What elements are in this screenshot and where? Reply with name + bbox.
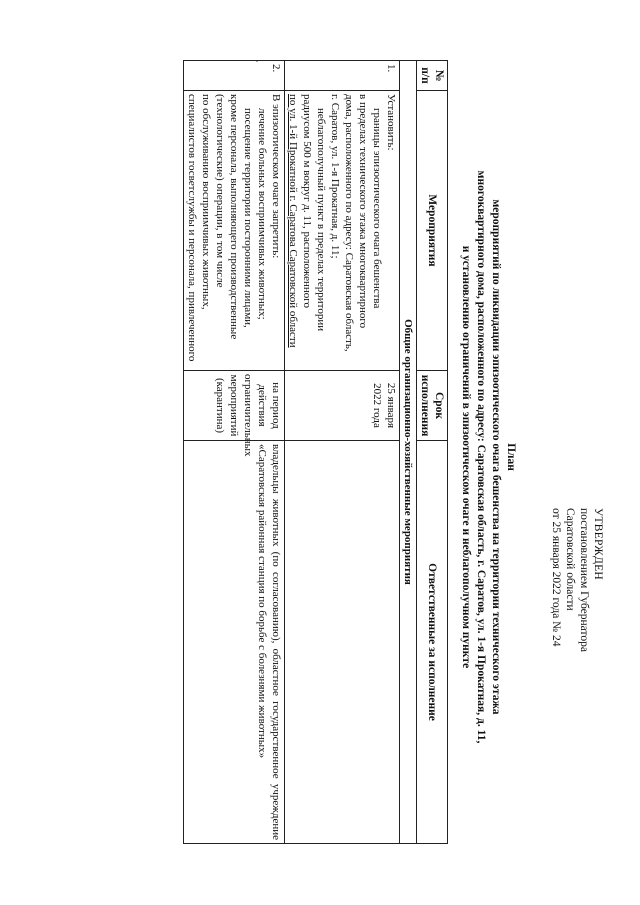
rotated-content [20, 32, 620, 882]
action-line: радиусом 500 м вокруг д. 11, расположенного [301, 94, 313, 309]
approval-line: Саратовской области [564, 508, 576, 611]
row-term: на период действия ограничительных мероприятий (карантина) [184, 371, 285, 441]
action-line: по ул. 1-й Прокатной г. Саратова Саратовской области [287, 94, 299, 348]
approval-date: от 25 января 2022 года № 24 [550, 508, 562, 647]
approval-heading: УТВЕРЖДЕН [592, 508, 604, 581]
header-responsible: Ответственные за исполнение [417, 441, 448, 844]
action-line: В эпизоотическом очаге запретить: [270, 94, 282, 259]
table-row [184, 61, 285, 844]
approval-line: постановлением Губернатора [578, 508, 590, 652]
section-row [400, 61, 417, 844]
row-responsible [285, 441, 400, 844]
action-line: в пределах технического этажа многоквартирного [357, 94, 369, 329]
action-line: лечение больных восприимчивых животных; [256, 108, 268, 320]
title-plan: План [505, 443, 517, 471]
title-line: мероприятий по ликвидации эпизоотического очага бешенства на территории технического этажа [490, 199, 502, 715]
table-row [285, 61, 400, 844]
header-num: № п/п [417, 61, 448, 91]
row-actions [184, 91, 285, 371]
row-number: 1. [285, 61, 400, 91]
action-line: границы эпизоотического очага бешенства [371, 108, 383, 309]
row-actions [285, 91, 400, 371]
title-line: и установлению ограничений в эпизоотическом очаге и неблагополучном пункте [460, 245, 472, 669]
action-line: дома, расположенного по адресу: Саратовская область, [343, 94, 355, 352]
action-line: посещение территории посторонними лицами, [242, 108, 254, 328]
action-line: (технологические) операции, в том числе [214, 94, 226, 288]
action-line: по обслуживанию восприимчивых животных, [200, 94, 212, 310]
title-line: многоквартирного дома, расположенного по адресу: Саратовская область, г. Саратов, ул. 1-я Прокатная, д. 11, [475, 170, 487, 744]
row-term: 25 января 2022 года [285, 371, 400, 441]
approval-stamp-block [549, 508, 605, 652]
action-line: г. Саратов, ул. 1-я Прокатная, д. 11; [329, 94, 341, 259]
row-responsible: владельцы животных (по согласованию), областное государственное учреждение «Саратовская районная станция по борьбе с болезнями животных» [184, 441, 285, 844]
action-line: специалистов госветслужбы и персонала, привлеченного [186, 94, 198, 362]
section-title: Общие организационно-хозяйственные мероприятия [400, 61, 417, 844]
row-number: 2. [184, 61, 285, 91]
table-header-row [417, 61, 448, 844]
header-term: Срок исполнения [417, 371, 448, 441]
action-line: Установить: [385, 94, 397, 151]
plan-table [183, 60, 448, 844]
action-line: кроме персонала, выполняющего производственные [228, 94, 240, 340]
header-actions: Мероприятия [417, 91, 448, 371]
document-title [458, 62, 518, 852]
action-line: неблагополучный пункт в пределах территории [315, 108, 327, 332]
